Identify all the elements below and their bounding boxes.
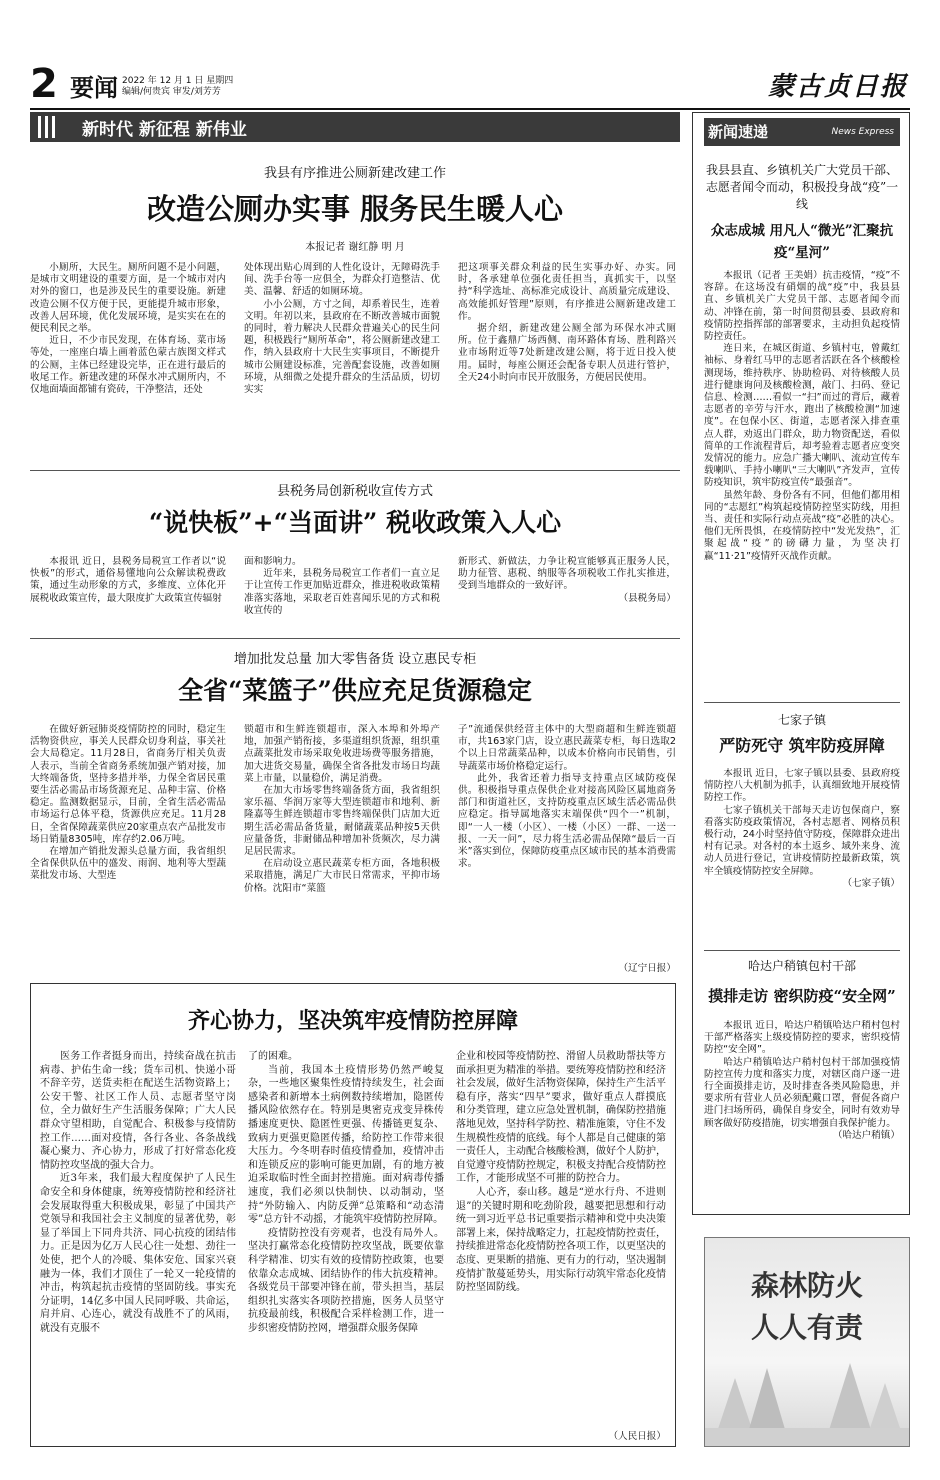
paragraph: 人心齐，泰山移。越是“逆水行舟、不进则退”的关键时期和吃劲阶段，越要把思想和行动统一到习近平总书记重要指示精神和党中央决策部署上来，保持战略定力，扛起疫情防控责任，持续推进常态化疫情防控各项工作，以更坚决的态度、更果断的措施、更有力的行动，坚决遏制疫情扩散蔓延势头，用实际行动筑牢常态化疫情防控坚固防线。 (456, 1186, 666, 1294)
page-number: 2 (30, 61, 58, 107)
paragraph: 子”流通保供经营主体中的大型商超和生鲜连锁超市，共163家门店，设立惠民蔬菜专柜，每日选取2个以上日常蔬菜品种，以成本价格向市民销售，引导蔬菜市场价格稳定运行。 (458, 724, 676, 772)
poster-line-1: 森林防火 (750, 1269, 863, 1302)
paragraph: 疫情防控没有旁观者，也没有局外人。坚决打赢常态化疫情防控攻坚战，既要依靠科学精准、切实有效的疫情防控政策，也要依靠众志成城、团结协作的伟大抗疫精神。各级党员干部要冲锋在前，带头担当，基层组织扎实落实各项防控措施，医务人员坚守抗疫最前线，积极配合采样检测工作，进一步织密疫情防控网，增强群众服务保障 (248, 1227, 444, 1334)
r2-kicker: 七家子镇 (777, 713, 826, 727)
paragraph: 处体现出贴心周到的人性化设计，无障碍洗手间、洗手台等一应俱全，为群众打造整洁、优美、温馨、舒适的如厕环境。 (244, 262, 440, 298)
page-header (30, 60, 910, 108)
art3-column-2 (244, 724, 440, 974)
r1-body (704, 270, 900, 700)
r2-title: 严防死守 筑牢防疫屏障 (719, 736, 885, 755)
art4-title: 齐心协力，坚决筑牢疫情防控屏障 (187, 1008, 518, 1034)
paragraph: 把这项事关群众利益的民生实事办好、办实。同时，各承建单位强化责任担当，真抓实干，以坚持“科学选址、高标准完成设计、高质量完成建设、高效能抓好管理”原则，有序推进公厕新建改建工作。 (458, 262, 676, 322)
paragraph: 本报讯 近日，七家子镇以县委、县政府疫情防控八大机制为抓手，认真细致地开展疫情防控工作。 (704, 768, 900, 804)
art4-column-1 (40, 1050, 236, 1442)
paragraph: 近年来，县税务局税宣工作者们一直立足于让宣传工作更加贴近群众，推进税收政策精准落实落地，采取老百姓喜闻乐见的方式和税收宣传的 (244, 568, 440, 616)
banner-text: 新时代 新征程 新伟业 (82, 120, 247, 140)
news-express-en: News Express (831, 127, 894, 137)
art2-column-2 (244, 556, 440, 636)
art1-kicker: 我县有序推进公厕新建改建工作 (263, 166, 446, 181)
paragraph: 哈达户稍镇哈达户稍村包村干部加强疫情防控宣传力度和落实力度，对辖区商户逐一进行全面摸排走访，及时排查各类风险隐患，并要求所有营业人员必须配戴口罩，督促各商户进门扫场所码，确保自身安全，同时有效劝导顾客做好防疫措施，切实增强自我保护能力。 (704, 1056, 900, 1129)
paragraph: 小厕所，大民生。厕所问题不是小问题，是城市文明建设的重要方面，是一个城市对内对外的窗口，也是涉及民生的重要设施。新建改造公厕不仅方便于民，更能提升城市形象，改善人居环境，优化发展环境，是实实在在的便民利民之举。 (30, 262, 226, 335)
header-rule (30, 108, 910, 110)
paragraph: 新形式、新做法，力争让税宣能够真正服务人民，助力征管、惠税、纳服等各项税收工作扎实推进，受到当地群众的一致好评。 (458, 556, 676, 592)
paragraph: 七家子镇机关干部每天走访包保商户，察看落实防疫政策情况，各村志愿者、网格员积极行动，24小时坚持值守防疫，保障群众进出村有记录。对各村的本土返乡、域外来身、流动人员进行登记，宣讲疫情防控最新政策，筑牢全镇疫情防控安全屏障。 (704, 804, 900, 877)
r3-kicker: 哈达户稍镇包村干部 (747, 959, 856, 973)
banner-bars-icon (38, 116, 74, 138)
art1-title: 改造公厕办实事 服务民生暖人心 (146, 192, 564, 226)
date-line (122, 76, 282, 98)
art3-source: （辽宁日报） (618, 963, 676, 974)
art2-kicker: 县税务局创新税收宣传方式 (276, 484, 433, 499)
news-express-cn: 新闻速递 (708, 123, 769, 141)
divider (30, 638, 680, 639)
newspaper-logo: 蒙古贞日报 (767, 72, 908, 102)
art2-column-1 (30, 556, 226, 636)
paragraph: 近3年来，我们最大程度保护了人民生命安全和身体健康，统筹疫情防控和经济社会发展取得重大积极成果，彰显了中国共产党领导和我国社会主义制度的显著优势，彰显了举国上下同舟共济、同心抗疫的团结伟力。正是因为亿万人民心往一处想、劲往一处使，把个人的冷暖、集体安危、国家兴衰融为一体，我们才顶住了一轮又一轮疫情的冲击，构筑起抗击疫情的坚固防线。事实充分证明，14亿多中国人民同呼吸、共命运，肩并肩、心连心，就没有战胜不了的风雨，就没有克服不 (40, 1173, 236, 1334)
art3-column-1 (30, 724, 226, 974)
paragraph: 面和影响力。 (244, 556, 302, 567)
paragraph: 本报讯 近日，哈达户稍镇哈达户稍村包村干部严格落实上级疫情防控的要求，密织疫情防控“安全网”。 (704, 1020, 900, 1056)
page-name: 要闻 (70, 73, 118, 102)
paragraph: 虽然年龄、身份各有不同，但他们都用相同的“志愿红”构筑起疫情防控坚实防线，用担当、责任和实际行动点亮战“疫”必胜的决心。他们无所畏惧，在疫情防控中“发光发热”，汇聚起战“疫”的磅礴力量，为坚决打赢“11·21”疫情歼灭战作贡献。 (704, 489, 900, 562)
paragraph: 近日，不少市民发现，在体育场、菜市场等处，一座座白墙上画着蓝色蒙古族图文样式的公厕，主体已经建设完毕，正在进行最后的收尾工作。新建改建的环保水冲式厕所内，不仅地面墙面都铺有瓷砖，干净整洁，还处 (30, 335, 226, 396)
art4-source: （人民日报） (608, 1431, 666, 1442)
editors-line: 编辑/何贵宾 审发/刘芳芳 (122, 87, 221, 97)
r1-kicker: 我县县直、乡镇机关广大党员干部、志愿者闻令而动，积极投身战“疫”一线 (705, 163, 899, 211)
poster-line-2: 人人有责 (750, 1311, 863, 1344)
r3-title: 摸排走访 密织防疫“安全网” (708, 987, 896, 1005)
paragraph: 此外，我省还着力指导支持重点区域防疫保供。积极指导重点保供企业对接高风险区属地商务部门和街道社区，支持防疫重点区域生活必需品供应稳定。指导属地落实末端保供“四个一”机制，即“一人一楼（小区）、一楼（小区）一群、一送一报、一天一问”，尽力将生活必需品保障“最后一百米”落实到位，保障防疫重点区域市民的基本消费需求。 (458, 772, 676, 870)
art1-column-1 (30, 262, 226, 462)
art4-column-2 (248, 1050, 444, 1442)
paragraph: 在加大市场零售终端备货方面，我省组织家乐福、华润万家等大型连锁超市和地利、新隆嘉等生鲜连锁超市零售终端保供门店加大近期生活必需品备货量，耐储蔬菜品种按5天供应量备货，非耐储品种增加补货频次，尽力满足居民需求。 (244, 785, 440, 858)
paragraph: 锁超市和生鲜连锁超市，深入本埠和外埠产地，加强产销衔接，多渠道组织货源，组织重点蔬菜批发市场采取免收进场费等服务措施，加大进货交易量，确保全省各批发市场日均蔬菜上市量，以量稳价，满足消费。 (244, 724, 440, 784)
paragraph: 连日来，在城区街道、乡镇村屯，曾戴红袖标、身着红马甲的志愿者活跃在各个核酸检测现场，维持秩序、协助检码、对待核酸人员进行健康询问及核酸检测，敲门、扫码、登记信息、检测……看似一“扫”而过的背后，藏着志愿者的辛劳与汗水，跑出了核酸检测“加速度”。在包保小区、街道，志愿者深入排查重点人群，劝返出门群众，助力物资配送，看似简单的工作流程背后，却考验着志愿者应变突发情况的能力。应急广播大喇叭、流动宣传车载喇叭、手持小喇叭“三大喇叭”齐发声，宣传防疫知识，筑牢防疫宣传“最强音”。 (704, 343, 900, 489)
paragraph: 当前，我国本土疫情形势仍然严峻复杂，一些地区聚集性疫情持续发生，社会面感染者和新增本土病例数持续增加，隐匿传播风险依然存在。特别是奥密克戎变异株传播速度更快、隐匿性更强、传播链更复杂、致病力更强更隐匿传播，给防控工作带来很大压力。今冬明春时值疫情叠加，疫情冲击和连锁反应的影响可能更加剧，有的地方被迫采取临时性全面封控措施。面对病毒传播速度，我们必须以快制快、以动制动，坚持“外防输入、内防反弹”总策略和“动态清零”总方针不动摇，才能筑牢疫情防控屏障。 (248, 1064, 444, 1226)
r3-body (704, 1020, 900, 1210)
fire-prevention-poster (704, 1237, 910, 1447)
r1-title: 众志成城 用凡人“微光”汇聚抗疫“星河” (710, 223, 894, 261)
art1-column-3 (458, 262, 676, 462)
paragraph: 在增加产销批发源头总量方面，我省组织全省保供队伍中的盛发、雨润、地利等大型蔬菜批发市场、大型连 (30, 846, 226, 882)
news-express-label (704, 118, 900, 146)
paragraph: 在做好新冠肺炎疫情防控的同时，稳定生活物资供应，事关人民群众切身利益，事关社会大局稳定。11月28日，省商务厅相关负责人表示，当前全省商务系统加强产销对接，加大终端备货，坚持多措并举，力保全省居民重要生活必需品市场货源充足、品种丰富、价格稳定。监测数据显示，目前，全省生活必需品市场运行总体平稳，货源供应充足。11月28日，全省保障蔬菜供应20家重点农产品批发市场日销量8305吨，库存约2.06万吨。 (30, 724, 226, 845)
art3-kicker: 增加批发总量 加大零售备货 设立惠民专柜 (233, 652, 477, 667)
paragraph: 小小公厕，方寸之间，却系着民生，连着文明。年初以来，县政府在不断改善城市面貌的同时，着力解决人民群众普遍关心的民生问题，积极践行“厕所革命”，将公厕新建改建工作，纳入县政府十大民生实事项目，不断提升城市公厕建设标准，完善配套设施，改善如厕环境，从细微之处提升群众的生活品质，切切实实 (244, 298, 440, 396)
art4-column-3 (456, 1050, 666, 1430)
divider (704, 702, 900, 703)
divider (704, 950, 900, 951)
r3-source: （哈达户稍镇） (832, 1129, 900, 1141)
paragraph: 本报讯（记者 王美娟）抗击疫情，“疫”不容辞。在这场没有硝烟的战“疫”中，我县县直、乡镇机关广大党员干部、志愿者闻令而动、冲锋在前，第一时间贯彻县委、县政府和疫情防控指挥部的部署要求，主动担负起疫情防控责任。 (704, 270, 900, 343)
paragraph: 了的困难。 (248, 1051, 298, 1062)
art2-title: “说快板”+“当面讲” 税收政策入人心 (148, 508, 562, 537)
issue-date: 2022 年 12 月 1 日 星期四 (122, 76, 234, 86)
paragraph: 企业和校园等疫情防控、滑留人员救助帮扶等方面承担更为精准的举措。要统筹疫情防控和经济社会发展，做好生活物资保障，保持生产生活平稳有序，落实“四早”要求，做好重点人群摸底和分类管理，建立应急处置机制，确保防控措施落地见效，坚持科学防控、精准施策，守住不发生规模性疫情的底线。每个人都是自己健康的第一责任人，主动配合核酸检测，做好个人防护，自觉遵守疫情防控规定，积极支持配合疫情防控工作，才能形成坚不可摧的防控合力。 (456, 1051, 666, 1185)
divider (30, 470, 680, 471)
art2-column-3 (458, 556, 676, 636)
art1-column-2 (244, 262, 440, 462)
paragraph: 医务工作者挺身而出，持续奋战在抗击病毒、护佑生命一线；货车司机、快递小哥不辞辛劳，送货卖柜在配送生活物资路上；公安干警、社区工作人员、志愿者坚守岗位，全力做好生产生活服务保障；广大人民群众守望相助，自觉配合、积极参与疫情防控工作……面对疫情，各行各业、各条战线凝心聚力、齐心协力，形成了打好常态化疫情防控攻坚战的强大合力。 (40, 1051, 236, 1171)
r2-body (704, 768, 900, 938)
paragraph: 本报讯 近日，县税务局税宣工作者以“说快板”的形式，通俗易懂地向公众解读税费政策，通过生动形象的方式，多维度、立体化开展税收政策宣传，最大限度扩大政策宣传辐射 (30, 556, 226, 604)
paragraph: 据介绍，新建改建公厕全部为环保水冲式厕所。位于鑫鼎广场西侧、南环路体育场、胜利路兴业市场附近等7处新建改建公厕，将于近日投入使用。届时，每座公厕还会配备专职人员进行管护，全天24小时向市民开放服务，方便居民使用。 (458, 323, 676, 383)
paragraph: 在启动设立惠民蔬菜专柜方面，各地积极采取措施，满足广大市民日常需求，平抑市场价格。沈阳市“菜篮 (244, 858, 440, 894)
art3-title: 全省“菜篮子”供应充足货源稳定 (178, 676, 532, 705)
art2-source: （县税务局） (618, 592, 676, 604)
art1-byline: 本报记者 谢红静 明 月 (305, 242, 405, 253)
r2-source: （七家子镇） (842, 877, 900, 889)
art3-column-3 (458, 724, 676, 960)
section-banner (30, 112, 680, 142)
